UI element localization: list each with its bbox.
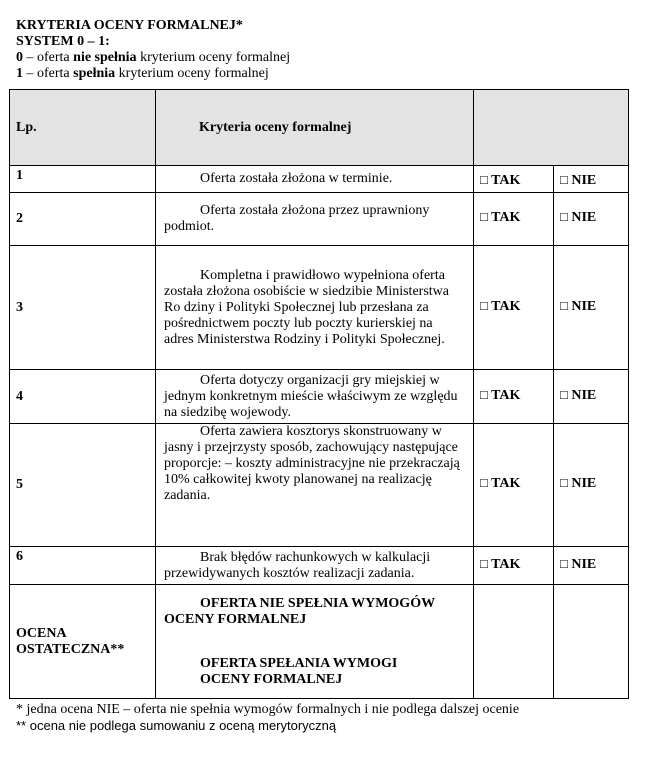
col-criteria-header: Kryteria oceny formalnej	[156, 90, 474, 166]
row-criteria-first: Oferta została złożona w terminie.	[200, 171, 393, 186]
row-criteria-text	[156, 246, 474, 370]
table-row	[10, 246, 629, 370]
row-lp: 1	[10, 166, 156, 193]
final-option-meets-line2: OCENY FORMALNEJ	[200, 672, 343, 687]
checkbox-icon: □	[480, 475, 488, 490]
row-lp: 5	[10, 424, 156, 547]
scoring-pre-1: – oferta	[23, 66, 74, 81]
scoring-system-title: SYSTEM 0 – 1:	[16, 34, 110, 49]
nie-checkbox[interactable]	[554, 370, 629, 424]
scoring-num-1: 1	[16, 66, 23, 81]
final-option-not-meets[interactable]	[164, 596, 465, 628]
nie-label: NIE	[571, 173, 597, 188]
final-empty-cell	[474, 585, 554, 699]
nie-label: NIE	[571, 210, 597, 225]
row-criteria-rest: przewidywanych kosztów realizacji zadania.	[164, 565, 415, 581]
checkbox-icon: □	[480, 209, 488, 224]
checkbox-icon: □	[480, 297, 488, 313]
row-criteria-first: Oferta dotyczy organizacji gry miejskiej w	[200, 372, 440, 388]
nie-label: NIE	[571, 556, 597, 572]
checkbox-icon: □	[560, 172, 568, 187]
tak-checkbox[interactable]	[474, 547, 554, 585]
final-options	[156, 585, 474, 699]
table-row	[10, 424, 629, 547]
final-empty-cell	[554, 585, 629, 699]
row-criteria-rest: jasny i przejrzysty sposób, zachowujący następujące proporcje: – koszty administracyjne nie przekraczają 10% całkowitej kwoty planowanej na realizację zadania.	[164, 440, 460, 503]
row-criteria-text	[156, 547, 474, 585]
nie-label: NIE	[571, 476, 597, 491]
table-row	[10, 547, 629, 585]
final-assessment-row	[10, 585, 629, 699]
final-label	[10, 585, 156, 699]
checkbox-icon: □	[480, 555, 488, 571]
final-option-not-meets-line1: OFERTA NIE SPEŁNIA WYMOGÓW	[200, 596, 436, 611]
final-option-not-meets-line2: OCENY FORMALNEJ	[164, 612, 307, 627]
nie-checkbox[interactable]	[554, 547, 629, 585]
final-label-line2: OSTATECZNA**	[16, 641, 125, 657]
row-lp: 3	[10, 246, 156, 370]
nie-checkbox[interactable]	[554, 424, 629, 547]
table-row	[10, 166, 629, 193]
tak-checkbox[interactable]	[474, 246, 554, 370]
tak-checkbox[interactable]	[474, 166, 554, 193]
tak-label: TAK	[491, 173, 521, 188]
scoring-pre-0: – oferta	[23, 50, 74, 65]
scoring-post-0: kryterium oceny formalnej	[136, 50, 291, 65]
final-option-meets-line1: OFERTA SPEŁANIA WYMOGI	[200, 656, 398, 671]
checkbox-icon: □	[560, 386, 568, 402]
row-criteria-rest: podmiot.	[164, 219, 215, 234]
row-criteria-first: Kompletna i prawidłowo wypełniona oferta	[200, 267, 445, 283]
tak-label: TAK	[491, 556, 521, 572]
col-answer-header	[474, 90, 629, 166]
row-criteria-text	[156, 370, 474, 424]
scoring-post-1: kryterium oceny formalnej	[115, 66, 269, 81]
row-criteria-text	[156, 424, 474, 547]
nie-label: NIE	[571, 298, 597, 314]
checkbox-icon: □	[560, 209, 568, 224]
row-criteria-text	[156, 166, 474, 193]
final-option-meets[interactable]	[164, 656, 465, 688]
scoring-line-0	[16, 50, 290, 66]
checkbox-icon: □	[560, 555, 568, 571]
footnotes	[16, 702, 519, 734]
tak-label: TAK	[491, 387, 521, 403]
row-criteria-rest: została złożona osobiście w siedzibie Ministerstwa Ro dziny i Polityki Społecznej lub przesłana za pośrednictwem poczty lub poczty kurierskiej na adres Ministerstwa Rodziny i Polityki Społecznej.	[164, 283, 449, 347]
checkbox-icon: □	[560, 475, 568, 490]
nie-checkbox[interactable]	[554, 166, 629, 193]
footnote-1: * jedna ocena NIE – oferta nie spełnia wymogów formalnych i nie podlega dalszej ocenie	[16, 702, 520, 717]
nie-checkbox[interactable]	[554, 193, 629, 246]
tak-label: TAK	[491, 476, 521, 491]
row-lp: 2	[10, 193, 156, 246]
final-label-line1: OCENA	[16, 625, 67, 641]
col-lp-header: Lp.	[10, 90, 156, 166]
row-criteria-first: Brak błędów rachunkowych w kalkulacji	[200, 549, 431, 565]
row-criteria-text	[156, 193, 474, 246]
tak-checkbox[interactable]	[474, 424, 554, 547]
tak-label: TAK	[491, 210, 521, 225]
tak-label: TAK	[491, 298, 521, 314]
document-header	[16, 18, 290, 82]
footnote-2: ** ocena nie podlega sumowaniu z oceną merytoryczną	[16, 718, 337, 733]
row-criteria-first: Oferta została złożona przez uprawniony	[200, 203, 430, 218]
table-header-row	[10, 90, 629, 166]
table-row	[10, 193, 629, 246]
row-criteria-rest: jednym konkretnym mieście właściwym ze względu na siedzibę wojewody.	[164, 388, 458, 420]
document-title: KRYTERIA OCENY FORMALNEJ*	[16, 18, 243, 33]
checkbox-icon: □	[480, 386, 488, 402]
checkbox-icon: □	[560, 297, 568, 313]
scoring-num-0: 0	[16, 50, 23, 65]
criteria-table	[9, 89, 629, 699]
table-row	[10, 370, 629, 424]
scoring-bold-0: nie spełnia	[73, 50, 137, 65]
tak-checkbox[interactable]	[474, 370, 554, 424]
nie-checkbox[interactable]	[554, 246, 629, 370]
tak-checkbox[interactable]	[474, 193, 554, 246]
scoring-bold-1: spełnia	[73, 66, 116, 81]
row-lp: 4	[10, 370, 156, 424]
row-criteria-first: Oferta zawiera kosztorys skonstruowany w	[200, 424, 442, 439]
scoring-line-1	[16, 66, 290, 82]
row-lp: 6	[10, 547, 156, 585]
checkbox-icon: □	[480, 172, 488, 187]
nie-label: NIE	[571, 387, 597, 403]
